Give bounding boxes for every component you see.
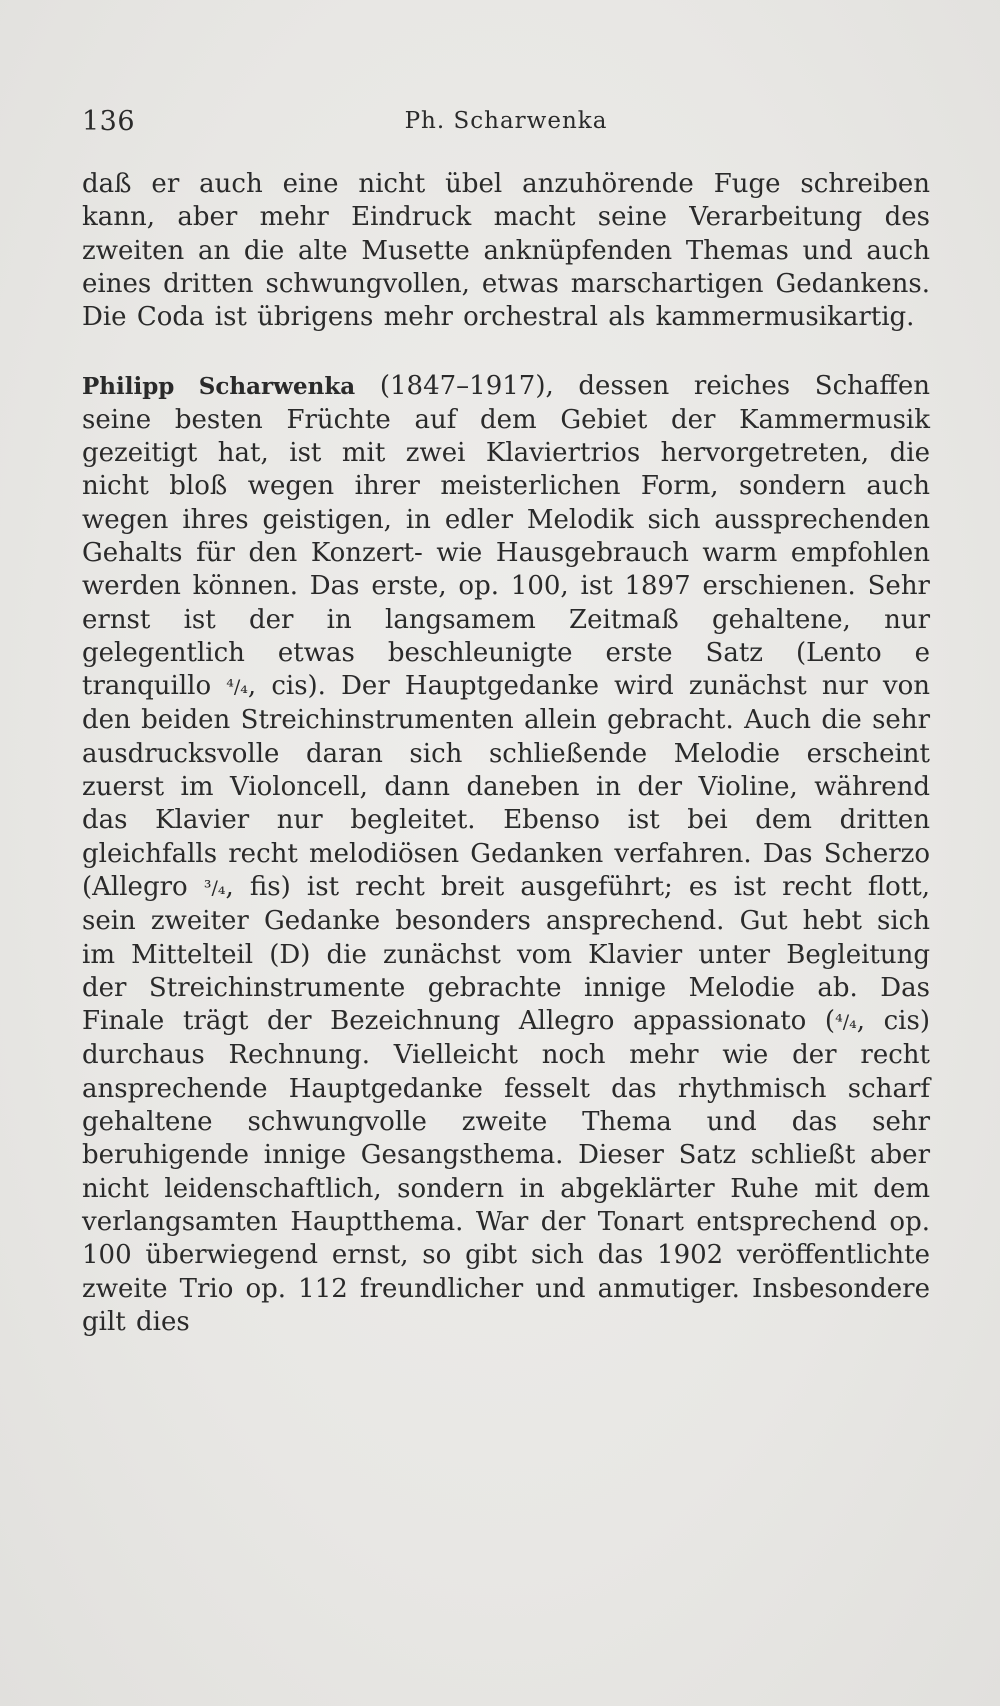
paragraph-2-segment-3: , fis) ist recht breit ausgeführt; es ist recht flott, sein zweiter Gedanke besonders ansprechend. Gut hebt sich im Mittelteil (D) die zunächst vom Klavier unter Begleitung der Streichinstrumente gebrachte innige Melodie ab. Das Finale trägt der Bezeichnung Allegro appassionato ( bbox=[82, 871, 930, 1037]
paragraph-2-segment-2: , cis). Der Hauptgedanke wird zunächst nur von den beiden Streichinstrumenten allein gebracht. Auch die sehr ausdrucksvolle daran sich schließende Melodie erscheint zuerst im Violoncell, dann daneben in der Violine, während das Klavier nur begleitet. Ebenso ist bei dem dritten gleichfalls recht melodiösen Gedanken verfahren. Das Scherzo (Allegro bbox=[82, 671, 930, 902]
paragraph-1: daß er auch eine nicht übel anzuhörende Fuge schreiben kann, aber mehr Eindruck macht seine Verarbeitung des zweiten an die alte Musette anknüpfenden Themas und auch eines dritten schwungvollen, etwas marschartigen Gedankens. Die Coda ist übrigens mehr orchestral als kammermusikartig. bbox=[82, 169, 930, 333]
running-head: Ph. Scharwenka bbox=[404, 108, 608, 134]
paragraph-2 bbox=[82, 370, 930, 1339]
body-text bbox=[82, 168, 930, 1339]
time-signature-2: ³/₄ bbox=[203, 876, 226, 899]
paragraph-2-segment-1: (1847–1917), dessen reiches Schaffen seine besten Früchte auf dem Gebiet der Kammermusik gezeitigt hat, ist mit zwei Klaviertrios hervorgetreten, die nicht bloß wegen ihrer meisterlichen Form, sondern auch wegen ihres geistigen, in edler Melodik sich aussprechenden Gehalts für den Konzert- wie Hausgebrauch warm empfohlen werden können. Das erste, op. 100, ist 1897 erschienen. Sehr ernst ist der in langsamem Zeitmaß gehaltene, nur gelegentlich etwas beschleunigte erste Satz (Lento e tranquillo bbox=[82, 371, 930, 702]
time-signature-3: ⁴/₄ bbox=[835, 1011, 857, 1034]
page-header bbox=[82, 106, 930, 142]
time-signature-1: ⁴/₄ bbox=[226, 676, 248, 699]
page-number: 136 bbox=[82, 106, 136, 137]
person-name: Philipp Scharwenka bbox=[82, 373, 356, 401]
paragraph-2-segment-4: , cis) durchaus Rechnung. Vielleicht noch mehr wie der recht ansprechende Hauptgedanke fesselt das rhythmisch scharf gehaltene schwungvolle zweite Thema und das sehr beruhigende innige Gesangsthema. Dieser Satz schließt aber nicht leidenschaftlich, sondern in abgeklärter Ruhe mit dem verlangsamten Hauptthema. War der Tonart entsprechend op. 100 überwiegend ernst, so gibt sich das 1902 veröffentlichte zweite Trio op. 112 freundlicher und anmutiger. Insbesondere gilt dies bbox=[82, 1006, 930, 1337]
